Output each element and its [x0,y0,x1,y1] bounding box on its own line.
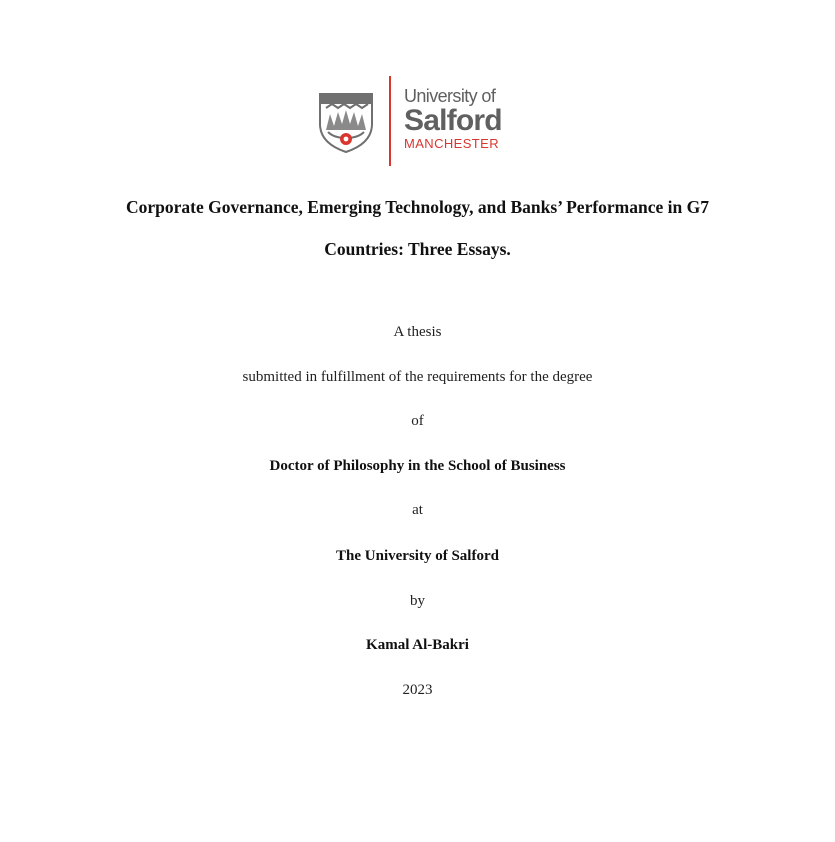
degree-name: Doctor of Philosophy in the School of Business [269,458,566,474]
university-logo [318,76,518,168]
of-text: of [411,413,424,429]
thesis-title-line-1: Corporate Governance, Emerging Technology, and Banks’ Performance in G7 [126,197,709,217]
logo-manchester: MANCHESTER [404,136,500,151]
year: 2023 [402,682,433,698]
at-text: at [412,502,423,518]
logo-wordmark [404,86,518,152]
author-name: Kamal Al-Bakri [366,637,469,653]
logo-university-of: University of [404,86,496,106]
crest-icon [318,90,374,154]
university-name: The University of Salford [336,548,499,564]
logo-divider [389,76,391,166]
submission-statement: submitted in fulfillment of the requirements for the degree [242,369,593,385]
by-text: by [410,593,425,609]
thesis-label: A thesis [393,324,442,340]
thesis-title-line-2: Countries: Three Essays. [324,239,511,259]
logo-salford: Salford [404,104,502,137]
